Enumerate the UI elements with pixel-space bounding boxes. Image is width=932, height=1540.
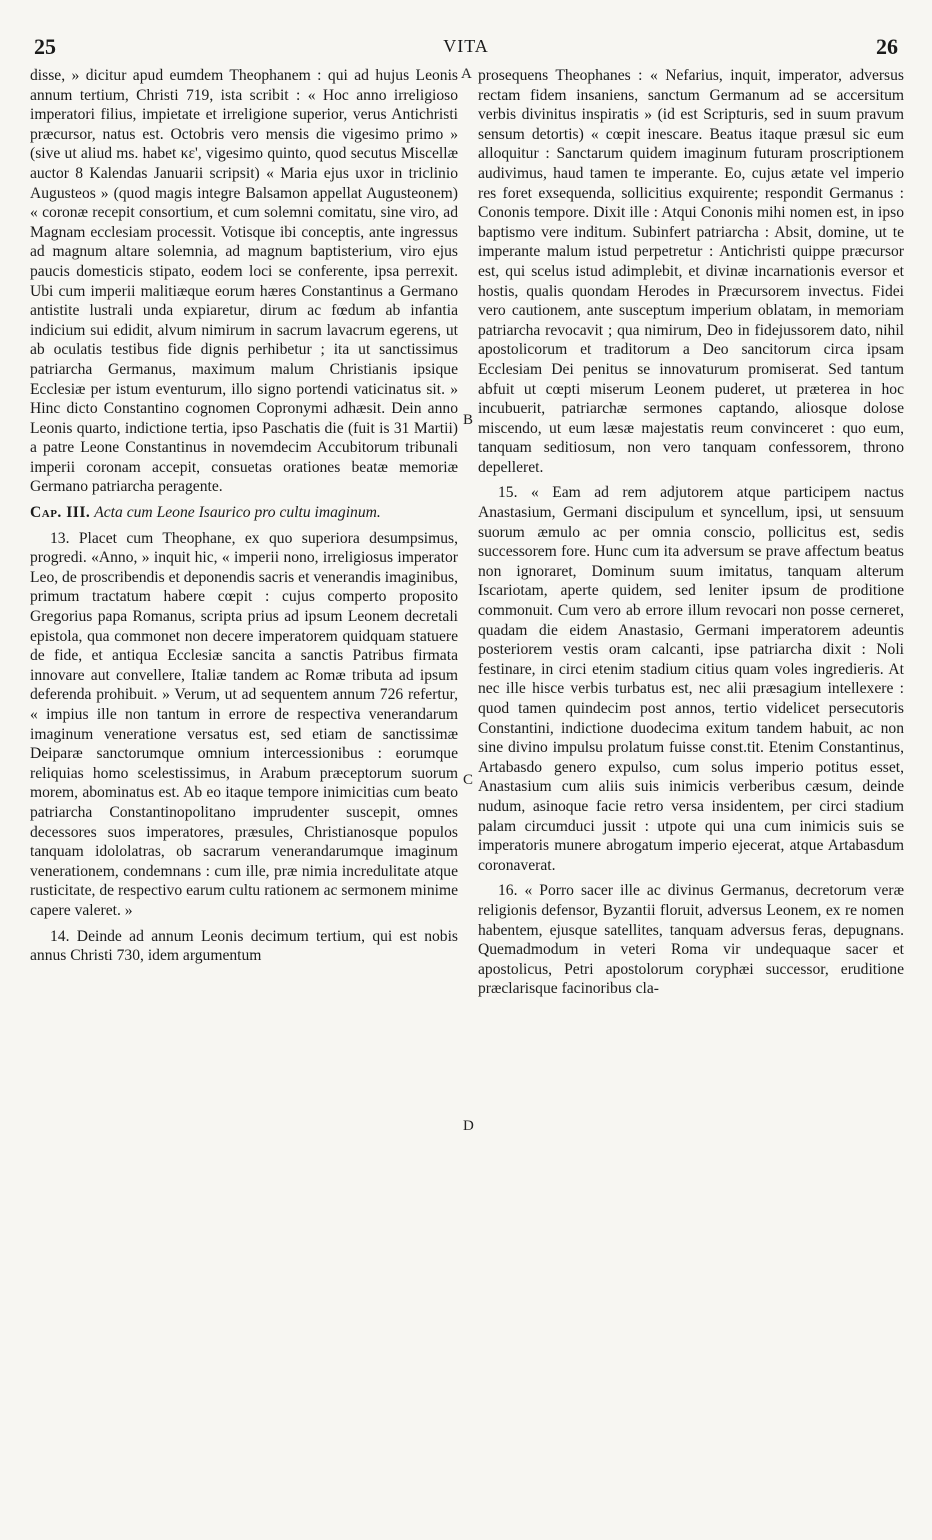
chapter-heading <box>30 503 458 523</box>
left-column <box>30 66 458 972</box>
right-paragraph-15: 15. « Eam ad rem adjutorem atque participem nactus Anastasium, Germani discipulum et syncellum, ipsi, ut sensuum suorum æmulo ac per omnia conscio, pollicitus est, sedis successorem fore. Hunc cum ita adversum se prave affectum beatus non ignoraret, Dominum suum imitatus, tanquam alterum Iscariotam, aperte quidem, sed leniter ipsum de proditione commonuit. Cum vero ab errore illum revocari non posse cerneret, quadam die eidem Anastasio, Germani imperatorem adeuntis posteriorem vestis oram calcanti, ipse patriarcha dixit : Noli festinare, in circi etenim stadium citius quam voles ingredieris. At nec ille hisce verbis turbatus est, nec alii præsagium intellexere : quod tamen quindecim post annos, tertio videlicet persecutoris Constantini, indictione duodecima exitum tandem habuit, ac non sine divino impulsu prolatum fuisse const.tit. Etenim Constantinus, Artabasdo genero expulso, cum solus imperio potitus esset, Anastasium cum aliis suis inimicis verberibus cæsum, deinde nudum, asinoque facie retro versa insidentem, per circi stadium palam circumduci jussit : utpote qui una cum inimicis suis se imperatoris munere abrogatum imperio ejecerat, atque Artabasdum coronaverat. <box>478 484 904 874</box>
margin-letter-d: D <box>463 1118 474 1134</box>
margin-letter-a: A <box>461 66 472 82</box>
page-header <box>34 34 898 60</box>
left-paragraph-13: 13. Placet cum Theophane, ex quo superiora desumpsimus, progredi. «Anno, » inquit hic, « imperii nono, irreligiosus imperator Leo, de proscribendis et deponendis sacris et venerandis imaginibus, primum tractatum habere cœpit : cujus comperto proposito Gregorius papa Romanus, scripta prius ad ipsum Leonem decretali epistola, qua commonet non decere imperatorem quidquam statuere de fide, et antiqua Ecclesiæ sancita a sanctis Patribus firmata innovare aut convellere, Italiæ tandem ac Romæ tributa ad ipsum deferenda prohibuit. » Verum, ut ad sequentem annum 726 refertur, « impius ille non tantum in errore de respectiva venerandarum imaginum veneratione versatus est, sed etiam de sanctissimæ Deiparæ sanctorumque omnium intercessionibus : eorumque reliquias homo scelestissimus, in Arabum præceptorum suorum morem, abominatus est. Ab eo itaque tempore inimicitias cum beato patriarcha Constantinopolitano imprudenter suscepit, omnes decessores suos imperatores, præsules, Christianosque populos tanquam idololatras, ob sacrarum venerandarumque imaginum venerationem, condemnans : cum ille, præ nimia incredulitate atque rusticitate, de respectivo earum cultu rationem ac sermonem minime capere valeret. » <box>30 529 458 919</box>
right-page-number: 26 <box>876 34 898 59</box>
chapter-label: Cap. III. <box>30 504 91 522</box>
running-title: VITA <box>443 36 489 56</box>
right-paragraph-16: 16. « Porro sacer ille ac divinus Germanus, decretorum veræ religionis defensor, Byzantii floruit, adversus Leonem, ex re nomen habentem, ejusque satellites, tanquam adversus feras, depugnans. Quemadmodum in veteri Roma vir undequaque sacer et apostolicus, Petri apostolorum coryphæi successor, eruditione præclarisque facinoribus cla- <box>478 882 904 998</box>
left-paragraph-1: disse, » dicitur apud eumdem Theophanem : qui ad hujus Leonis annum tertium, Christi 719, ista scribit : « Hoc anno irreligioso imperatori filius, impietate et irreligione superior, verus Antichristi præcursor, natus est. Octobris vero mensis die vigesimo primo » (sive ut aliud ms. habet κε', vigesimo quinto, quod secutus Miscellæ auctor 8 Kalendas Januarii scripsit) « Maria ejus uxor in triclinio Augusteos » (quod magis integre Balsamon appellat Augusteonem) « coronæ recepit consortium, et cum solemni comitatu, sine viro, ad Magnam ecclesiam processit. Votisque ibi conceptis, ante ingressus ad magnum altare solemnia, ad magnum baptisterium, viro ejus paucis domesticis stipato, eodem loci se conferente, ipsa perrexit. Ubi cum imperii malitiæque eorum hæres Constantinus a Germano antistite lustrali unda expiaretur, dirum ac fœdum ab infantia indicium sui edidit, alvum nimirum in sacrum lavacrum egerens, ut ab oculatis testibus fide dignis perhibetur ; ita ut sanctissimus patriarcha Germanus, maximum malum Christianis ipsique Ecclesiæ per istum eventurum, illo signo portendi vaticinatus sit. » Hinc dicto Constantino cognomen Copronymi adhæsit. Dein anno Leonis quarto, indictione tertia, ipso Paschatis die (fuit is 31 Martii) a patre Leone Constantinus in novemdecim Accubitorum tribunali imperii coronam accepit, consuetas orationes beatæ memoriæ Germano patriarcha peragente. <box>30 67 458 496</box>
left-page-number: 25 <box>34 34 56 59</box>
margin-letter-c: C <box>463 772 474 788</box>
chapter-title: Acta cum Leone Isaurico pro cultu imaginum. <box>94 504 381 522</box>
right-paragraph-1: prosequens Theophanes : « Nefarius, inquit, imperator, adversus rectam fidem insaniens, sanctum Germanum ad se accersitum verbis divinitus inspiratis » (id est Scripturis, sed in suum pravum sensum detortis) « cœpit inescare. Beatus itaque præsul sic eum alloquitur : Sanctarum quidem imaginum futuram proscriptionem audivimus, haud tamen te imperante. Eo, cujus ætate vel imperio res foret exsequenda, sollicitius exquirente; respondit Germanus : Cononis tempore. Dixit ille : Atqui Cononis mihi nomen est, in ipso baptismo vere inditum. Subinfert patriarcha : Absit, domine, ut te imperante malum istud perpetretur : Antichristi quippe præcursor est, qui scelus istud adimplebit, et divinæ incarnationis eversor et hostis, qualis quondam Herodes in Præcursorem invectus. Fidei vero cautionem, ante susceptum imperium oblatam, in memoriam patriarcha revocavit ; qua nimirum, Deo in fidejussorem dato, nihil apostolicorum et traditorum a Deo sancitorum circa ipsam Ecclesiam Dei penitus se innovaturum promiserat. Sed tantum abfuit ut cœpti miserum Leonem puderet, ut præterea in hoc incubuerit, patriarchæ sermones captando, aliosque dolose miscendo, ut eum læsæ majestatis reum convinceret : quo eum, tanquam seditiosum, non vero tanquam confessorem, throno depelleret. <box>478 67 904 476</box>
margin-letter-b: B <box>463 412 474 428</box>
right-column <box>478 66 904 1005</box>
left-paragraph-14: 14. Deinde ad annum Leonis decimum tertium, qui est nobis annus Christi 730, idem argumentum <box>30 927 458 965</box>
